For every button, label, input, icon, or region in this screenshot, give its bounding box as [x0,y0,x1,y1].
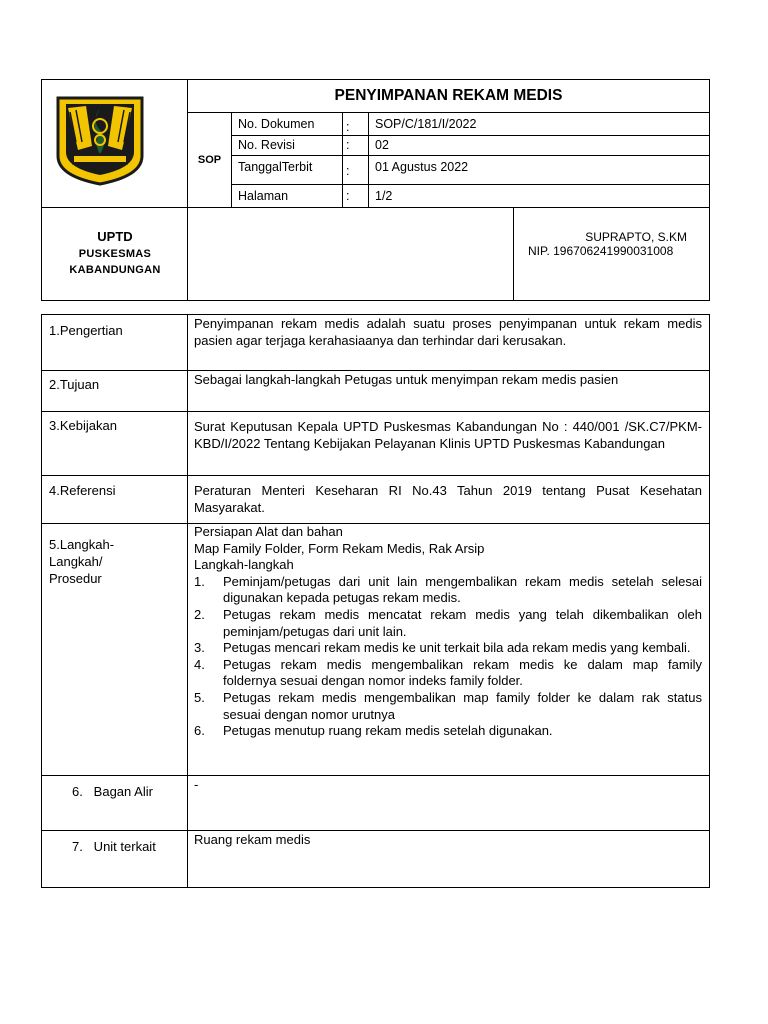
document-title: PENYIMPANAN REKAM MEDIS [188,80,709,113]
meta-colon: : [346,120,350,134]
section-label: 4.Referensi [42,476,188,523]
org-line-3: KABANDUNGAN [69,264,161,276]
document-meta [232,113,709,208]
section-label: 7. Unit terkait [42,831,188,887]
meta-value: 1/2 [368,185,709,207]
section-label: 1.Pengertian [42,315,188,370]
org-line-2: PUSKESMAS [78,248,152,260]
section-label: 2.Tujuan [42,371,188,411]
meta-colon: : [346,138,350,152]
section-text: Ruang rekam medis [194,832,311,847]
procedure-step: 1. Peminjam/petugas dari unit lain mengembalikan rekam medis setelah selesai digunakan kepada petugas rekam medis. [194,573,702,606]
prep-items: Map Family Folder, Form Rekam Medis, Rak Arsip [194,540,485,556]
section-label-line: Prosedur [49,571,102,586]
meta-colon: : [346,164,350,178]
signature-area [188,208,514,300]
section-row-purpose [42,371,709,412]
meta-key: Halaman [238,189,289,203]
meta-key: TanggalTerbit [238,160,313,174]
meta-row-issue-date [232,156,709,185]
sop-content-table [41,314,710,888]
meta-key: No. Revisi [238,138,295,152]
meta-colon: : [346,189,350,203]
section-text: - [194,777,199,792]
section-label: 3.Kebijakan [42,412,188,475]
procedure-step: 2. Petugas rekam medis mencatat rekam medis yang telah dikembalikan oleh peminjam/petugas dari unit lain. [194,606,702,639]
section-text: Sebagai langkah-langkah Petugas untuk menyimpan rekam medis pasien [194,372,619,387]
section-text: Penyimpanan rekam medis adalah suatu proses penyimpanan untuk rekam medis pasien agar terjaga kerahasiaanya dan terhindar dari kerusakan. [194,316,702,348]
section-text: Surat Keputusan Kepala UPTD Puskesmas Kabandungan No : 440/001 /SK.C7/PKM-KBD/I/2022 Tentang Kebijakan Pelayanan Klinis UPTD Puskesmas Kabandungan [194,419,702,451]
section-row-related-unit [42,831,709,887]
meta-row-document-number [232,113,709,136]
meta-value: 01 Agustus 2022 [368,156,709,184]
sop-label: SOP [188,113,232,208]
signer-cell [514,208,709,300]
prep-title: Persiapan Alat dan bahan [194,524,343,539]
procedure-step: 6. Petugas menutup ruang rekam medis setelah digunakan. [194,723,553,739]
signer-nip: NIP. 196706241990031008 [528,244,674,258]
section-row-procedure [42,524,709,776]
procedure-step: 4. Petugas rekam medis mengembalikan rekam medis ke dalam map family foldernya sesuai dengan nomor indeks family folder. [194,656,702,689]
section-label-line: Langkah/ [49,554,103,569]
meta-value: SOP/C/181/I/2022 [368,113,709,135]
procedure-steps-list [194,574,702,740]
section-row-definition [42,315,709,371]
section-label-line: 5.Langkah- [49,537,115,552]
meta-value: 02 [368,136,709,155]
organization-cell [42,208,188,300]
logo-cell [42,80,188,208]
kabupaten-emblem-logo [56,96,144,186]
section-text: Peraturan Menteri Keseharan RI No.43 Tahun 2019 tentang Pusat Kesehatan Masyarakat. [194,483,702,515]
section-row-flowchart [42,776,709,831]
signer-name: SUPRAPTO, S.KM [585,230,687,244]
sop-header-table [41,79,710,301]
procedure-step: 3. Petugas mencari rekam medis ke unit terkait bila ada rekam medis yang kembali. [194,640,691,656]
section-row-policy [42,412,709,476]
meta-row-revision [232,136,709,156]
steps-title: Langkah-langkah [194,557,294,573]
procedure-step: 5. Petugas rekam medis mengembalikan map family folder ke dalam rak status sesuai dengan nomor urutnya [194,689,702,722]
section-row-reference [42,476,709,524]
section-label-procedure [42,524,188,775]
meta-row-page [232,185,709,207]
meta-key: No. Dokumen [238,117,315,131]
section-label: 6. Bagan Alir [42,776,188,830]
org-line-1: UPTD [97,229,133,244]
procedure-content [188,524,709,740]
